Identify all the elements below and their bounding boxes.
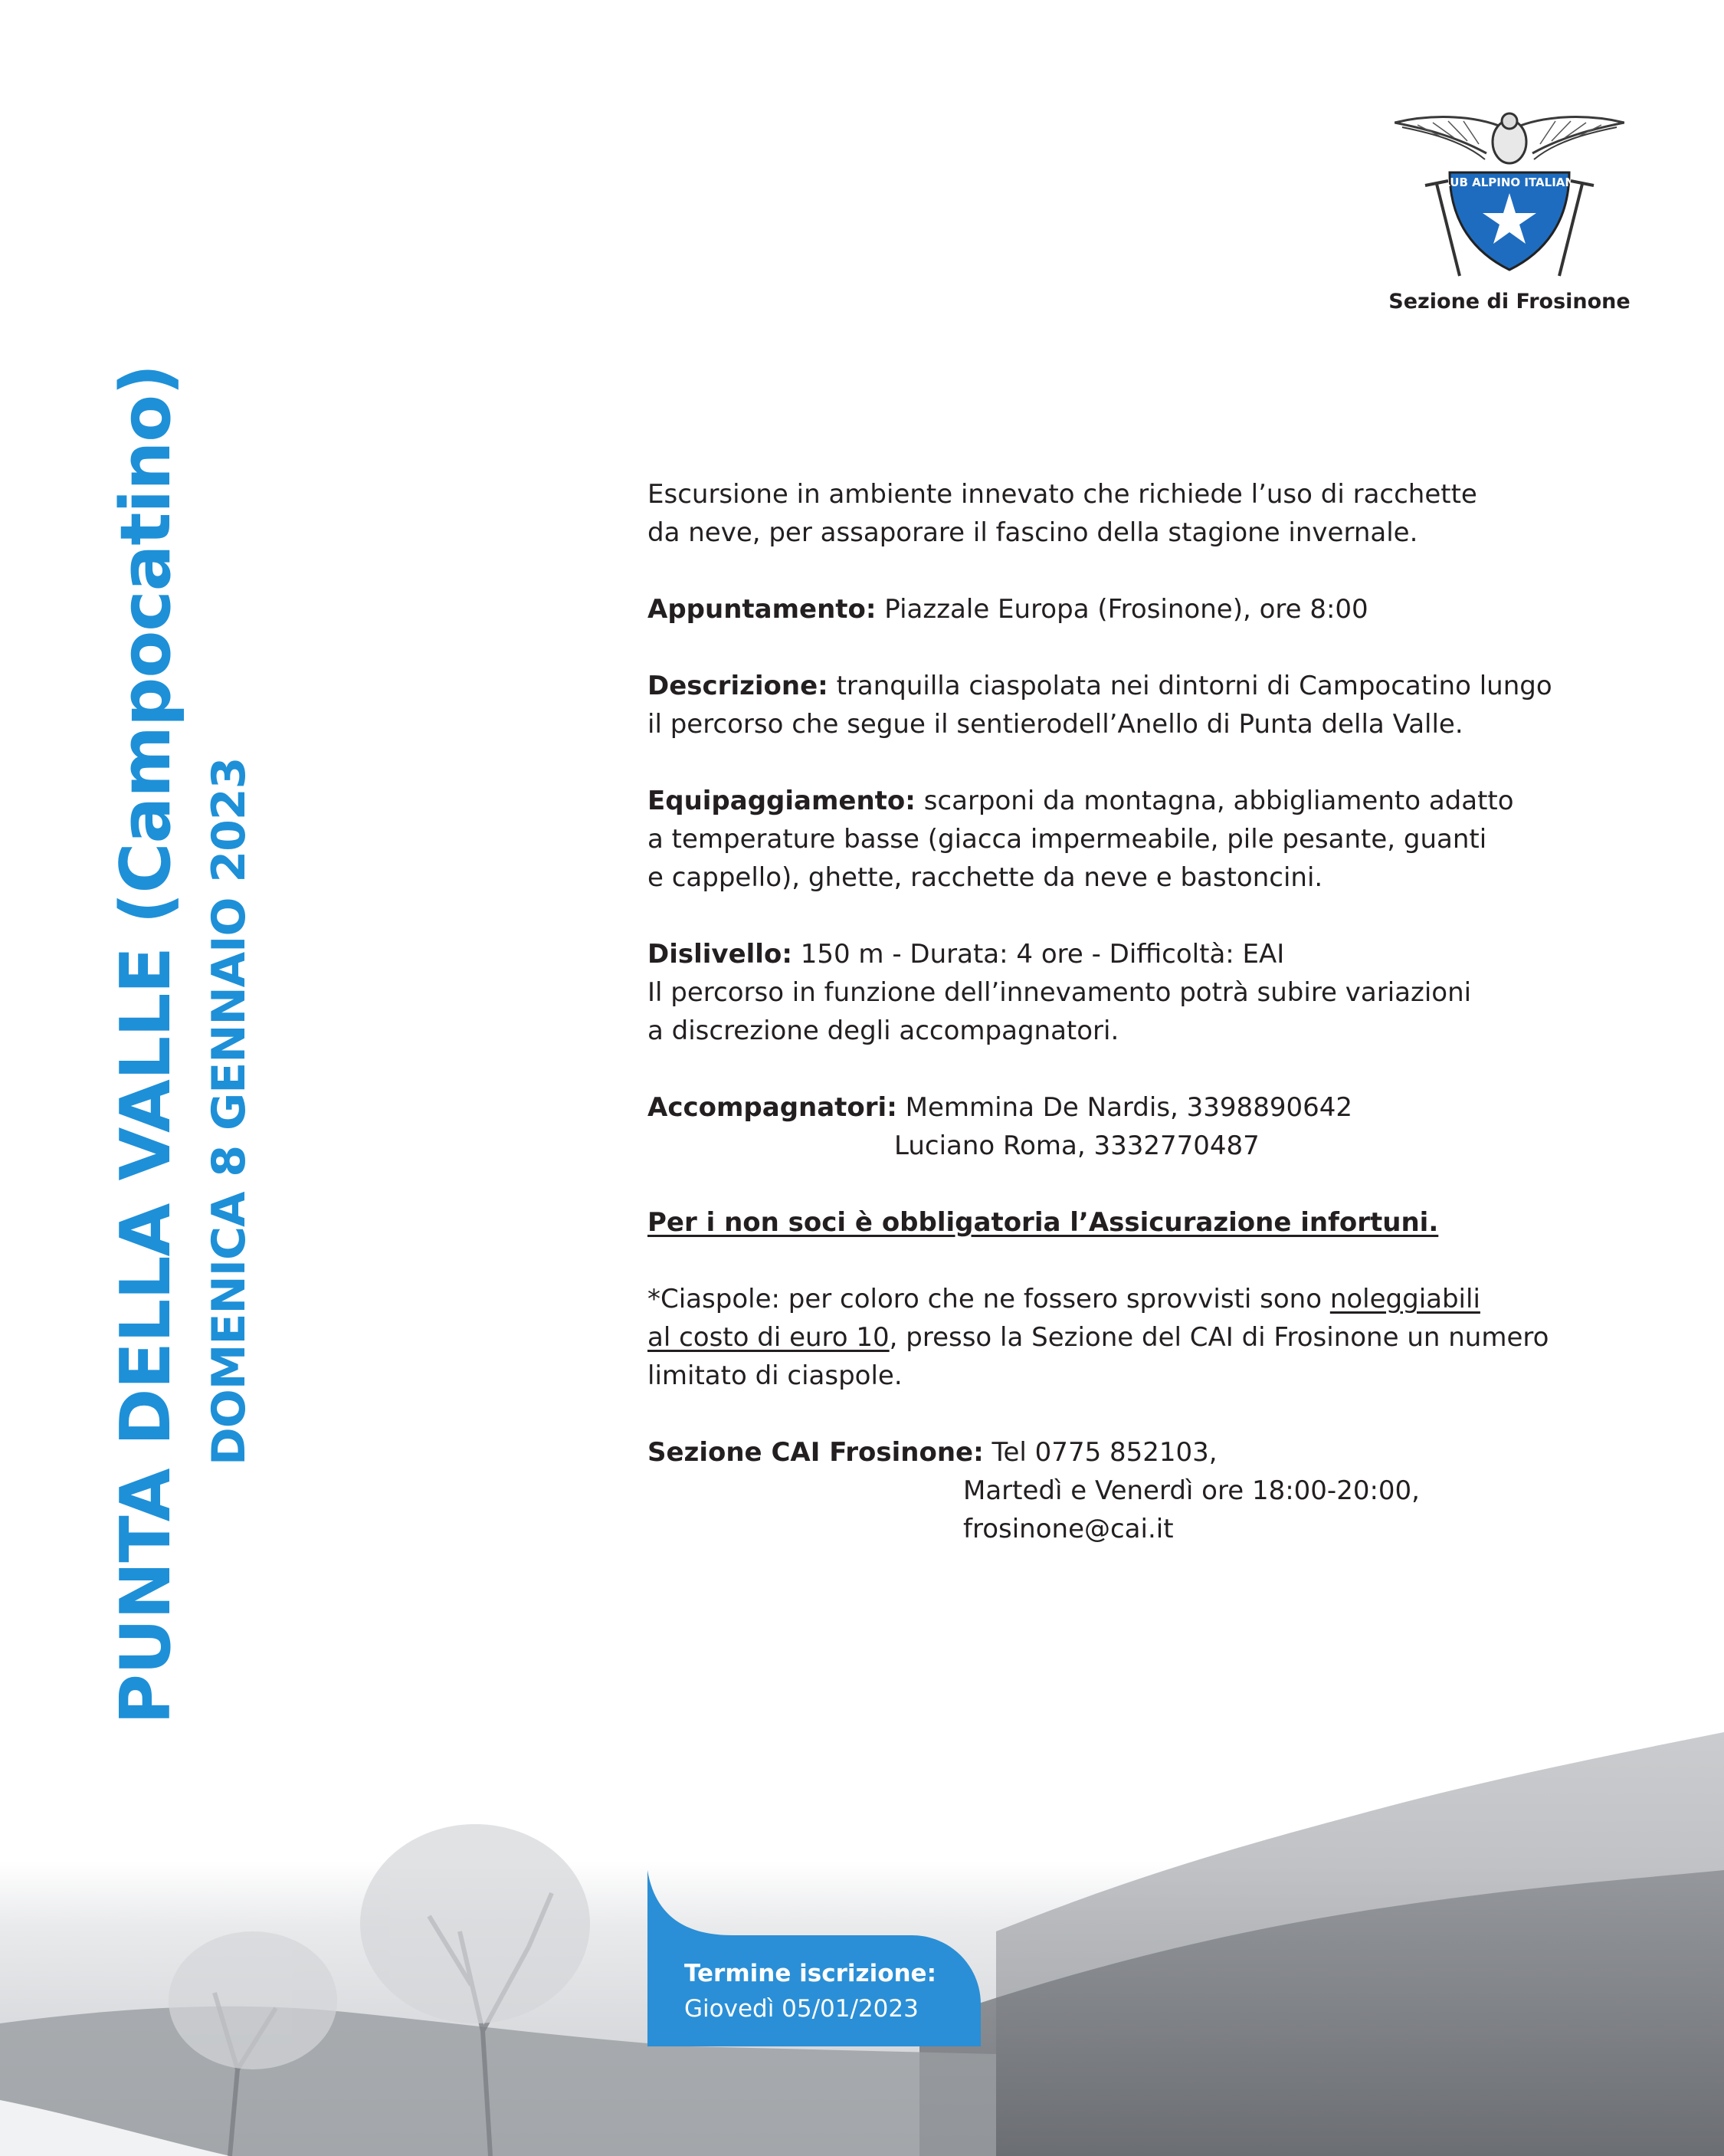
appuntamento-label: Appuntamento:	[647, 594, 877, 625]
deadline-badge	[647, 1870, 981, 2046]
event-details	[647, 475, 1644, 1587]
appuntamento-value: Piazzale Europa (Frosinone), ore 8:00	[876, 594, 1368, 625]
logo-text: CLUB ALPINO ITALIANO	[1434, 176, 1585, 189]
sezione-hours: Martedì e Venerdì ore 18:00-20:00,	[963, 1475, 1420, 1506]
intro-line: Escursione in ambiente innevato che richiede l’uso di racchette	[647, 479, 1477, 510]
intro-paragraph	[647, 475, 1644, 552]
appuntamento-paragraph	[647, 590, 1644, 628]
ciaspole-text: *Ciaspole: per coloro che ne fossero sprovvisti sono	[647, 1284, 1330, 1314]
ciaspole-paragraph	[647, 1280, 1644, 1395]
dislivello-paragraph	[647, 935, 1644, 1050]
equipaggiamento-label: Equipaggiamento:	[647, 786, 916, 816]
assicurazione-paragraph	[647, 1203, 1644, 1242]
dislivello-line: a discrezione degli accompagnatori.	[647, 1016, 1119, 1046]
sezione-paragraph	[647, 1433, 1644, 1548]
accompagnatore: Memmina De Nardis, 3398890642	[896, 1092, 1352, 1123]
event-title: PUNTA DELLA VALLE (Campocatino)	[106, 364, 186, 1724]
accompagnatori-paragraph	[647, 1088, 1644, 1165]
equipaggiamento-line: scarponi da montagna, abbigliamento adatto	[915, 786, 1514, 816]
ciaspole-text: , presso la Sezione del CAI di Frosinone un numero	[889, 1322, 1549, 1353]
accompagnatori-label: Accompagnatori:	[647, 1092, 897, 1123]
intro-line: da neve, per assaporare il fascino della stagione invernale.	[647, 517, 1418, 548]
descrizione-label: Descrizione:	[647, 671, 828, 701]
ciaspole-rental-text: noleggiabili	[1329, 1284, 1480, 1314]
equipaggiamento-line: a temperature basse (giacca impermeabile, pile pesante, guanti	[647, 824, 1487, 855]
equipaggiamento-line: e cappello), ghette, racchette da neve e bastoncini.	[647, 862, 1323, 893]
ciaspole-rental-text: al costo di euro 10	[647, 1322, 890, 1353]
sezione-email: frosinone@cai.it	[963, 1514, 1174, 1544]
deadline-date: Giovedì 05/01/2023	[684, 1995, 919, 2023]
equipaggiamento-paragraph	[647, 782, 1644, 897]
deadline-label: Termine iscrizione:	[684, 1960, 936, 1987]
descrizione-paragraph	[647, 667, 1644, 743]
descrizione-line: tranquilla ciaspolata nei dintorni di Campocatino lungo	[828, 671, 1552, 701]
accompagnatore: Luciano Roma, 3332770487	[894, 1131, 1260, 1161]
descrizione-line: il percorso che segue il sentierodell’Anello di Punta della Valle.	[647, 709, 1463, 740]
cai-logo	[1395, 100, 1624, 291]
dislivello-label: Dislivello:	[647, 939, 792, 970]
event-date: DOMENICA 8 GENNAIO 2023	[202, 757, 256, 1465]
section-name: Sezione di Frosinone	[1388, 290, 1631, 313]
sezione-phone: Tel 0775 852103,	[983, 1437, 1218, 1468]
assicurazione-notice: Per i non soci è obbligatoria l’Assicurazione infortuni.	[647, 1207, 1439, 1238]
dislivello-line: Il percorso in funzione dell’innevamento potrà subire variazioni	[647, 977, 1472, 1008]
ciaspole-text: limitato di ciaspole.	[647, 1360, 903, 1391]
dislivello-line: 150 m - Durata: 4 ore - Difficoltà: EAI	[792, 939, 1285, 970]
sezione-label: Sezione CAI Frosinone:	[647, 1437, 984, 1468]
